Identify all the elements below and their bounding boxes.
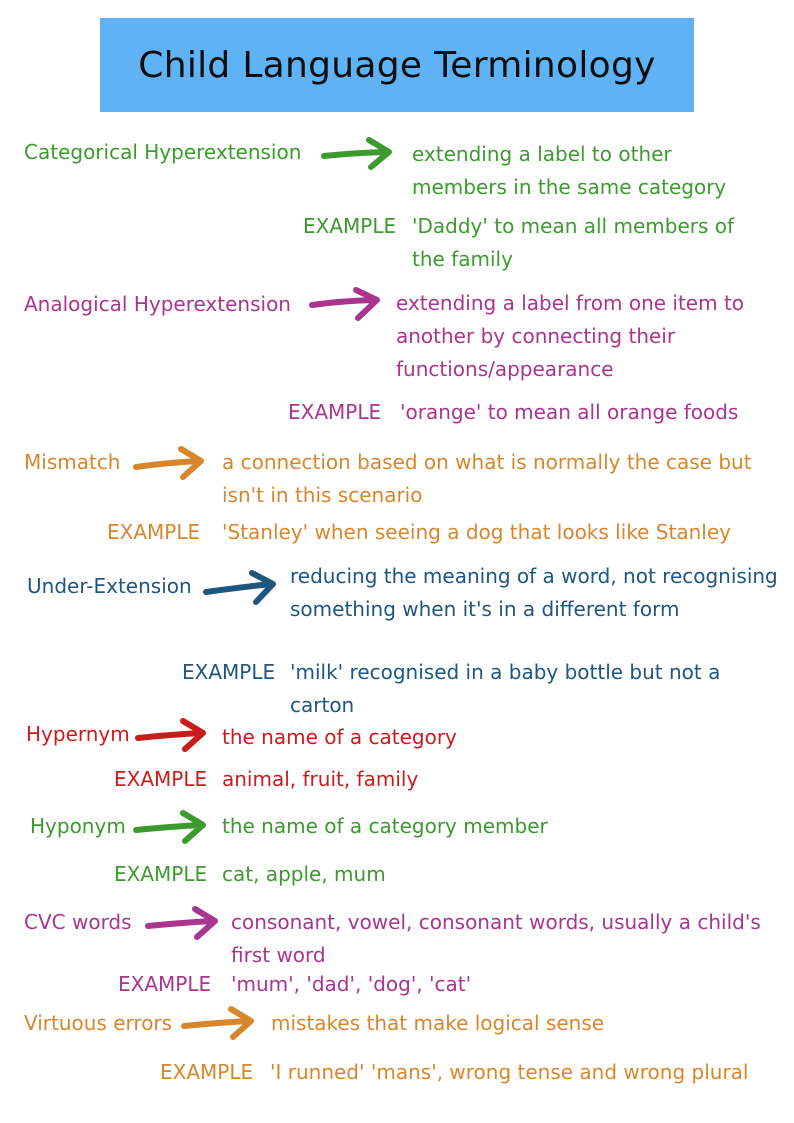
term-definition: a connection based on what is normally the case but isn't in this scenario <box>222 450 752 507</box>
term-label: Hypernym <box>26 722 130 746</box>
arrow-right-icon <box>134 810 210 846</box>
example-text: 'Daddy' to mean all members of the family <box>412 214 735 271</box>
term-definition: the name of a category <box>222 725 457 749</box>
example-label: EXAMPLE <box>118 972 212 996</box>
example-text: 'mum', 'dad', 'dog', 'cat' <box>231 972 472 996</box>
example-text: animal, fruit, family <box>222 767 419 791</box>
example-text: 'I runned' 'mans', wrong tense and wrong plural <box>270 1060 749 1084</box>
term-label: Analogical Hyperextension <box>24 292 291 316</box>
example-label: EXAMPLE <box>114 767 208 791</box>
example-text: 'orange' to mean all orange foods <box>400 400 739 424</box>
term-definition: extending a label from one item to another by connecting their functions/appearance <box>396 291 745 381</box>
arrow-right-icon <box>322 136 396 172</box>
title-banner <box>100 18 694 112</box>
example-label: EXAMPLE <box>303 214 397 238</box>
example-label: EXAMPLE <box>107 520 201 544</box>
term-definition: the name of a category member <box>222 814 548 838</box>
arrow-right-icon <box>146 906 222 942</box>
example-text: cat, apple, mum <box>222 862 386 886</box>
example-label: EXAMPLE <box>288 400 382 424</box>
example-text: 'milk' recognised in a baby bottle but not a carton <box>290 660 721 717</box>
example-label: EXAMPLE <box>182 660 276 684</box>
arrow-right-icon <box>134 447 208 483</box>
arrow-right-icon <box>136 718 210 754</box>
example-text: 'Stanley' when seeing a dog that looks like Stanley <box>222 520 731 544</box>
term-label: CVC words <box>24 910 132 934</box>
term-definition: reducing the meaning of a word, not recognising something when it's in a different form <box>290 564 778 621</box>
term-label: Mismatch <box>24 450 121 474</box>
term-label: Under-Extension <box>27 574 192 598</box>
term-definition: mistakes that make logical sense <box>271 1011 605 1035</box>
page-title: Child Language Terminology <box>138 44 656 86</box>
term-label: Virtuous errors <box>24 1011 173 1035</box>
example-label: EXAMPLE <box>160 1060 254 1084</box>
term-label: Categorical Hyperextension <box>24 140 302 164</box>
arrow-right-icon <box>204 570 280 608</box>
term-definition: extending a label to other members in the same category <box>412 142 727 199</box>
term-label: Hyponym <box>30 814 126 838</box>
arrow-right-icon <box>182 1006 258 1042</box>
example-label: EXAMPLE <box>114 862 208 886</box>
arrow-right-icon <box>310 288 384 324</box>
term-definition: consonant, vowel, consonant words, usually a child's first word <box>231 910 761 967</box>
